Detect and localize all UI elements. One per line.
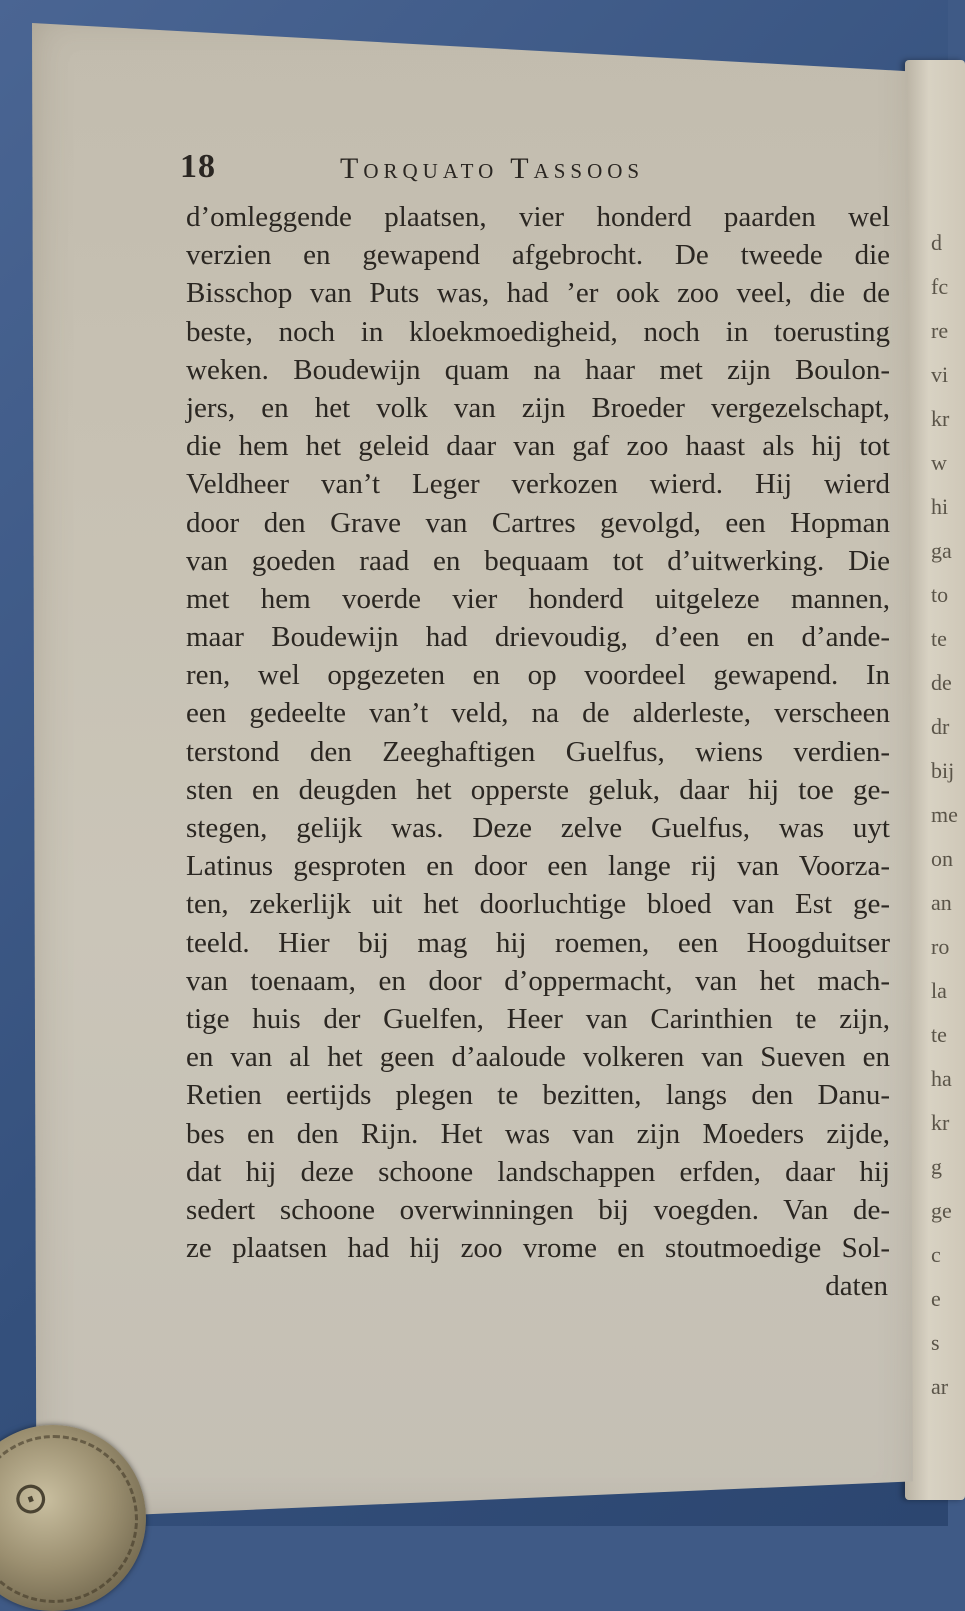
adjacent-page-fragment: kr (931, 1110, 950, 1135)
adjacent-page-fragment: to (931, 582, 949, 607)
adjacent-page-edge (905, 60, 965, 1500)
text-line: verzien en gewapend afgebrocht. De tweede die (186, 239, 890, 272)
running-head: Torquato Tassoos (340, 152, 645, 185)
text-line: met hem voerde vier honderd uitgeleze mannen, (186, 582, 890, 615)
text-line: beste, noch in kloekmoedigheid, noch in toerusting (186, 315, 890, 348)
text-line: teeld. Hier bij mag hij roemen, een Hoogduitser (186, 926, 890, 959)
adjacent-page-fragment: me (931, 802, 958, 827)
adjacent-page-fragment: hi (931, 494, 949, 519)
text-line: door den Grave van Cartres gevolgd, een Hopman (186, 506, 890, 539)
page-header (180, 148, 720, 198)
text-line: ze plaatsen had hij zoo vrome en stoutmoedige Sol- (186, 1232, 890, 1265)
adjacent-page-fragment: kr (931, 406, 950, 431)
coin-mark: ⊙ (4, 1468, 57, 1529)
adjacent-page-fragment: d (931, 230, 942, 255)
adjacent-page-fragment: g (931, 1154, 942, 1179)
adjacent-page-fragment: ro (931, 934, 950, 959)
page-number: 18 (180, 148, 216, 185)
adjacent-page-fragment: on (931, 846, 953, 871)
adjacent-page-fragment: ge (931, 1198, 952, 1223)
adjacent-page-fragment: re (931, 318, 949, 343)
text-line: Veldheer van’t Leger verkozen wierd. Hij wierd (186, 468, 890, 501)
adjacent-page-fragment: vi (931, 362, 949, 387)
text-line: Bisschop van Puts was, had ’er ook zoo veel, die de (186, 277, 890, 310)
text-line: ren, wel opgezeten en op voordeel gewapend. In (186, 659, 890, 692)
adjacent-page-fragment: de (931, 670, 952, 695)
adjacent-page-fragment: an (931, 890, 952, 915)
adjacent-page-fragment: ar (931, 1374, 949, 1399)
text-line: Latinus gesproten en door een lange rij van Voorza- (186, 850, 890, 883)
adjacent-page-fragment: ha (931, 1066, 952, 1091)
text-line: stegen, gelijk was. Deze zelve Guelfus, was uyt (186, 812, 890, 844)
text-line: ten, zekerlijk uit het doorluchtige bloed van Est ge- (186, 888, 890, 921)
text-line: van toenaam, en door d’oppermacht, van het mach- (186, 964, 890, 997)
adjacent-page-fragment: te (931, 626, 947, 651)
text-line: tige huis der Guelfen, Heer van Carinthien te zijn, (186, 1002, 890, 1035)
text-line: weken. Boudewijn quam na haar met zijn Boulon- (186, 353, 890, 386)
adjacent-page-fragment: dr (931, 714, 950, 739)
text-line: een gedeelte van’t veld, na de alderleste, verscheen (186, 697, 890, 730)
adjacent-page-fragment: la (931, 978, 947, 1003)
text-line: bes en den Rijn. Het was van zijn Moeders zijde, (186, 1117, 890, 1150)
adjacent-page-fragment: bij (931, 758, 955, 783)
text-line: en van al het geen d’aaloude volkeren van Sueven en (186, 1041, 890, 1074)
adjacent-page-fragment: e (931, 1286, 941, 1311)
text-line: terstond den Zeeghaftigen Guelfus, wiens verdien- (186, 735, 890, 768)
text-line: maar Boudewijn had drievoudig, d’een en d’ande- (186, 621, 890, 654)
adjacent-page-fragment: fc (931, 274, 949, 299)
text-line: sedert schoone overwinningen bij voegden. Van de- (186, 1193, 890, 1226)
text-line: d’omleggende plaatsen, vier honderd paarden wel (186, 201, 890, 233)
adjacent-page-fragment: w (931, 450, 947, 475)
text-line: van goeden raad en bequaam tot d’uitwerking. Die (186, 544, 890, 577)
text-line: dat hij deze schoone landschappen erfden, daar hij (186, 1155, 890, 1188)
adjacent-page-fragment: ga (931, 538, 952, 563)
catchword: daten (825, 1270, 888, 1303)
text-line: die hem het geleid daar van gaf zoo haast als hij tot (186, 430, 890, 463)
adjacent-page-fragment: c (931, 1242, 941, 1267)
adjacent-page-fragment: te (931, 1022, 947, 1047)
body-text (186, 198, 890, 1305)
text-line: Retien eertijds plegen te bezitten, langs den Danu- (186, 1079, 890, 1112)
text-line: sten en deugden het opperste geluk, daar hij toe ge- (186, 773, 890, 806)
adjacent-page-fragment: s (931, 1330, 940, 1355)
text-line: jers, en het volk van zijn Broeder vergezelschapt, (186, 391, 890, 424)
